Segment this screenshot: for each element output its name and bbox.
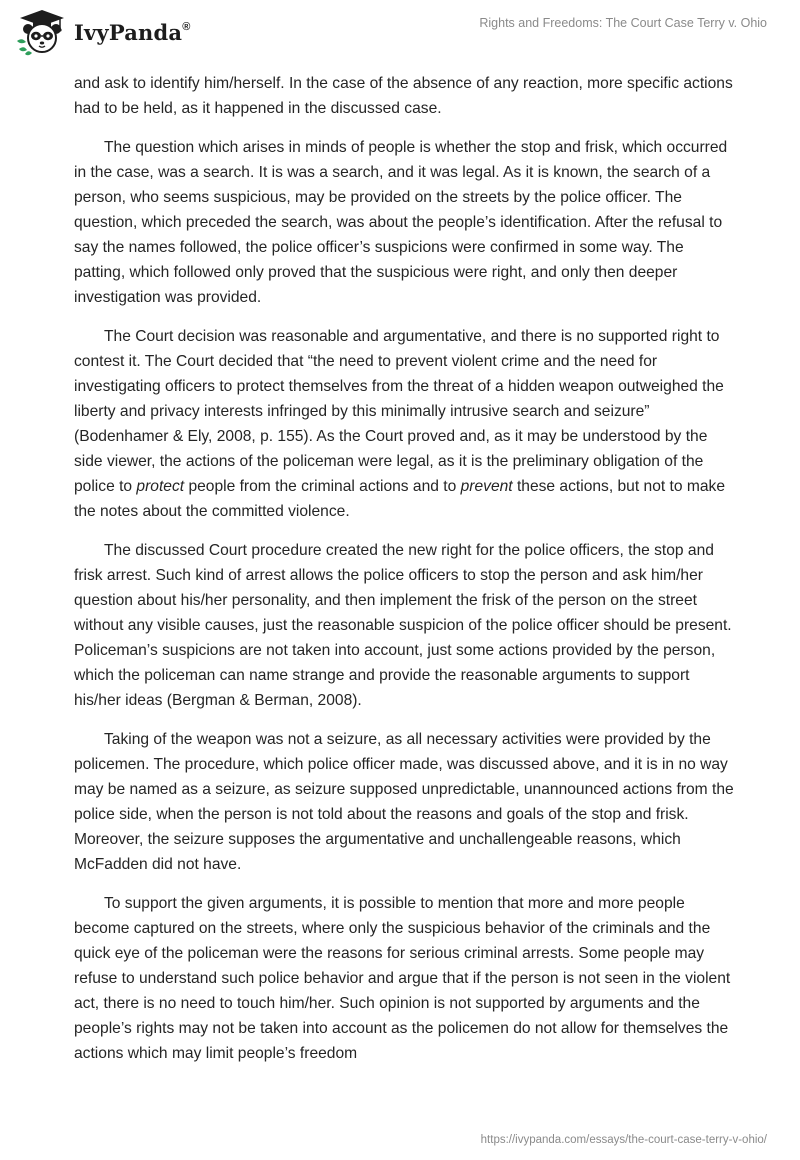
emphasis-prevent: prevent <box>460 478 513 495</box>
source-url[interactable]: https://ivypanda.com/essays/the-court-case-terry-v-ohio/ <box>480 1134 767 1146</box>
brand-logo[interactable] <box>14 7 191 57</box>
paragraph-3-part-c: these actions, but not to make the notes about the committed violence. <box>74 478 725 520</box>
page-header <box>0 0 800 70</box>
paragraph-5: Taking of the weapon was not a seizure, as all necessary activities were provided by the policemen. The procedure, which police officer made, was discussed above, and it is in no way may be named as a seizure, as seizure supposed unpredictable, unannounced actions from the police side, when the person is not told about the reasons and goals of the stop and frisk. Moreover, the seizure supposes the argumentative and unchallengeable reasons, which McFadden did not have. <box>74 731 734 873</box>
emphasis-protect: protect <box>136 478 185 495</box>
document-title: Rights and Freedoms: The Court Case Terry v. Ohio <box>479 16 767 30</box>
paragraph-4: The discussed Court procedure created the new right for the police officers, the stop and frisk arrest. Such kind of arrest allows the police officers to stop the person and ask him/her question about his/her personality, and then implement the frisk of the person on the street without any visible causes, just the reasonable suspicion of the police officer should be present. Policeman’s suspicions are not taken into account, just some actions provided by the person, which the policeman can name strange and provide the reasonable arguments to support his/her ideas (Bergman & Berman, 2008). <box>74 542 732 709</box>
paragraph-3 <box>74 324 734 524</box>
essay-body <box>74 71 734 1080</box>
paragraph-3-part-b: people from the criminal actions and to <box>184 478 461 495</box>
panda-graduate-logo-icon <box>14 7 70 57</box>
paragraph-3-part-a: The Court decision was reasonable and argumentative, and there is no supported right to contest it. The Court decided that “the need to prevent violent crime and the need for investigating officers to protect themselves from the threat of a hidden weapon outweighed the liberty and privacy interests infringed by this minimally intrusive search and seizure” (Bodenhamer & Ely, 2008, p. 155). As the Court proved and, as it may be understood by the side viewer, the actions of the policeman were legal, as it is the preliminary obligation of the police to <box>74 328 724 495</box>
paragraph-1: and ask to identify him/herself. In the case of the absence of any reaction, more specific actions had to be held, as it happened in the discussed case. <box>74 75 733 117</box>
paragraph-6: To support the given arguments, it is possible to mention that more and more people become captured on the streets, where only the suspicious behavior of the criminals and the quick eye of the policeman were the reasons for serious criminal arrests. Some people may refuse to understand such police behavior and argue that if the person is not seen in the violent act, there is no need to touch him/her. Such opinion is not supported by arguments and the people’s rights may not be taken into account as the policemen do not allow for themselves the actions which may limit people’s freedom <box>74 895 731 1062</box>
brand-name: IvyPanda® <box>74 19 191 45</box>
paragraph-2: The question which arises in minds of people is whether the stop and frisk, which occurred in the case, was a search. It is was a search, and it was legal. As it is known, the search of a person, who seems suspicious, may be provided on the streets by the police officer. The question, which preceded the search, was about the people’s identification. After the refusal to say the names followed, the police officer’s suspicions were confirmed in some way. The patting, which followed only proved that the suspicious were right, and only then deeper investigation was provided. <box>74 139 728 306</box>
